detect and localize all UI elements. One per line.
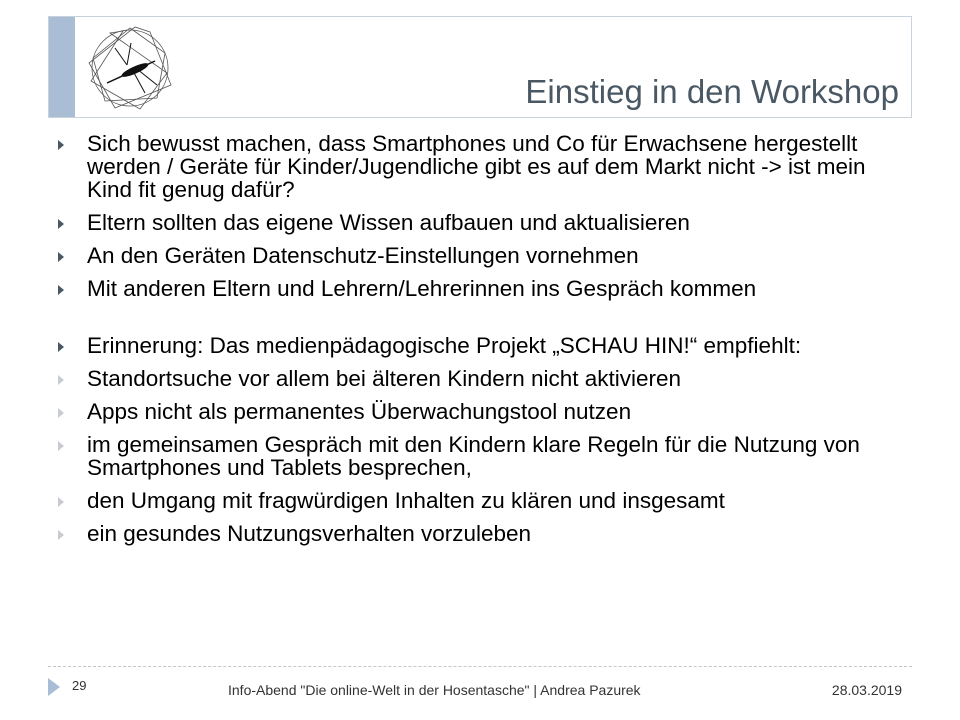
footer-date: 28.03.2019 (831, 682, 902, 698)
bullet-item (56, 244, 906, 267)
bullet-arrow-icon (58, 140, 64, 150)
bullet-arrow-icon (58, 285, 64, 295)
bullet-text: Mit anderen Eltern und Lehrern/Lehrerinnen ins Gespräch kommen (87, 276, 757, 301)
bullet-text: Standortsuche vor allem bei älteren Kindern nicht aktivieren (87, 366, 682, 391)
bullet-arrow-icon (58, 497, 64, 507)
bullet-item (56, 277, 906, 300)
bullet-arrow-icon (58, 252, 64, 262)
bullet-arrow-icon (58, 441, 64, 451)
title-bar (48, 16, 912, 118)
bullet-text: Erinnerung: Das medienpädagogische Projekt „SCHAU HIN!“ empfiehlt: (87, 333, 802, 358)
bullet-text: Apps nicht als permanentes Überwachungstool nutzen (87, 399, 632, 424)
bullet-item (56, 400, 906, 423)
bullet-text: Sich bewusst machen, dass Smartphones und Co für Erwachsene hergestellt werden / Geräte für Kinder/Jugendliche gibt es auf dem Markt nicht -> ist mein Kind fit genug dafür? (87, 131, 866, 202)
bullet-item (56, 211, 906, 234)
footer-text: Info-Abend "Die online-Welt in der Hosentasche" | Andrea Pazurek (228, 682, 641, 698)
bullet-arrow-icon (58, 408, 64, 418)
bullet-item (56, 334, 906, 357)
bullet-item (56, 367, 906, 390)
bullet-item (56, 522, 906, 545)
mosquito-logo-icon (85, 23, 175, 113)
bullet-gap (56, 310, 906, 334)
bullet-arrow-icon (58, 219, 64, 229)
bullet-text: ein gesundes Nutzungsverhalten vorzuleben (87, 521, 532, 546)
bullet-item (56, 132, 906, 201)
page-number: 29 (72, 678, 87, 693)
bullet-text: An den Geräten Datenschutz-Einstellungen vornehmen (87, 243, 639, 268)
footer-arrow-icon (48, 678, 60, 696)
bullet-text: Eltern sollten das eigene Wissen aufbauen und aktualisieren (87, 210, 690, 235)
bullet-text: den Umgang mit fragwürdigen Inhalten zu klären und insgesamt (87, 488, 725, 513)
bullet-arrow-icon (58, 342, 64, 352)
slide-title: Einstieg in den Workshop (525, 73, 899, 110)
bullet-arrow-icon (58, 375, 64, 385)
title-accent-bar (49, 17, 75, 117)
bullet-item (56, 433, 906, 479)
bullet-text: im gemeinsamen Gespräch mit den Kindern klare Regeln für die Nutzung von Smartphones und Tablets besprechen, (87, 432, 860, 480)
bullet-list (56, 132, 906, 555)
footer-divider (48, 666, 912, 667)
bullet-arrow-icon (58, 530, 64, 540)
bullet-item (56, 489, 906, 512)
